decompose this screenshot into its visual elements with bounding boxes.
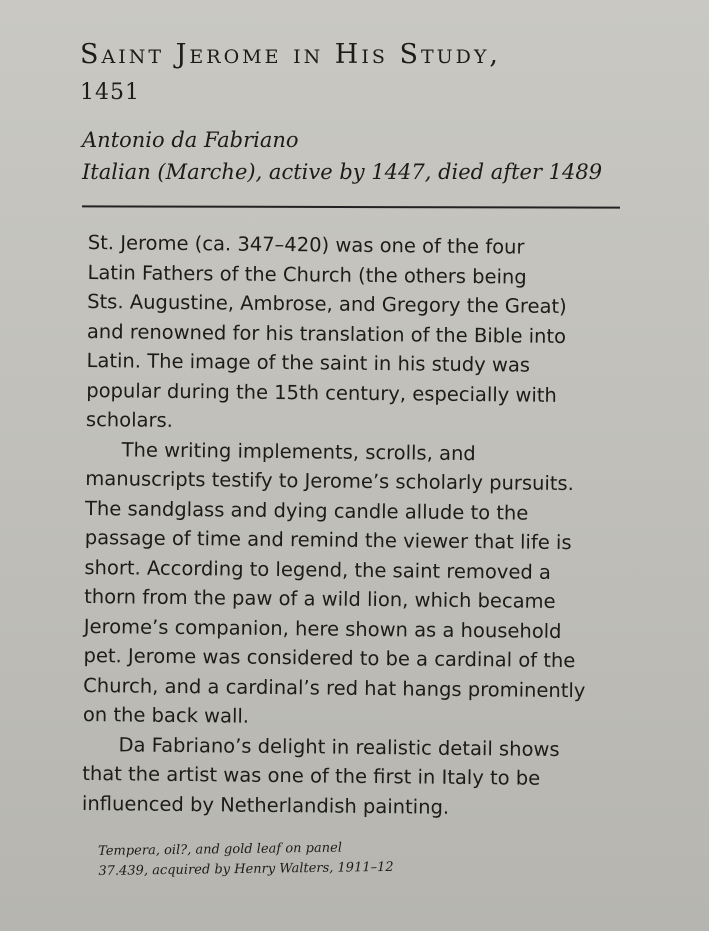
body-line: on the back wall. [82, 702, 250, 728]
body-line: Church, and a cardinal’s red hat hangs prominently [83, 673, 586, 702]
body-line: Latin. The image of the saint in his study was [86, 348, 531, 377]
body-line: Da Fabriano’s delight in realistic detail shows [118, 732, 560, 761]
body-line: manuscripts testify to Jerome’s scholarly pursuits. [85, 466, 574, 496]
body-line: and renowned for his translation of the Bible into [86, 319, 567, 348]
body-line: passage of time and remind the viewer that life is [84, 525, 572, 555]
artwork-date: 1451 [80, 80, 140, 105]
medium-text: Tempera, oil?, and gold leaf on panel [98, 840, 343, 859]
divider-rule [82, 205, 620, 208]
artwork-title: Saint Jerome in His Study, [80, 39, 501, 70]
body-line: St. Jerome (ca. 347–420) was one of the four [87, 230, 525, 259]
body-line: scholars. [85, 407, 174, 432]
label-body-text [82, 228, 628, 824]
artist-nationality: Italian (Marche), active by 1447, died after 1489 [82, 160, 603, 184]
accession-text: 37.439, acquired by Henry Walters, 1911–12 [98, 859, 394, 879]
credit-line [98, 838, 394, 882]
body-line: pet. Jerome was considered to be a cardinal of the [83, 643, 576, 673]
body-line: Sts. Augustine, Ambrose, and Gregory the Great) [87, 289, 567, 319]
body-line: popular during the 15th century, especially with [86, 378, 557, 407]
body-line: that the artist was one of the first in Italy to be [82, 761, 541, 790]
body-line: short. According to legend, the saint removed a [84, 555, 552, 584]
body-line: thorn from the paw of a wild lion, which became [84, 584, 556, 613]
body-line: The writing implements, scrolls, and [121, 437, 476, 465]
artist-name: Antonio da Fabriano [82, 128, 299, 152]
body-line: The sandglass and dying candle allude to the [84, 496, 529, 525]
body-line: Latin Fathers of the Church (the others being [87, 260, 527, 289]
body-line: influenced by Netherlandish painting. [81, 791, 450, 819]
body-line: Jerome’s companion, here shown as a household [83, 614, 562, 643]
